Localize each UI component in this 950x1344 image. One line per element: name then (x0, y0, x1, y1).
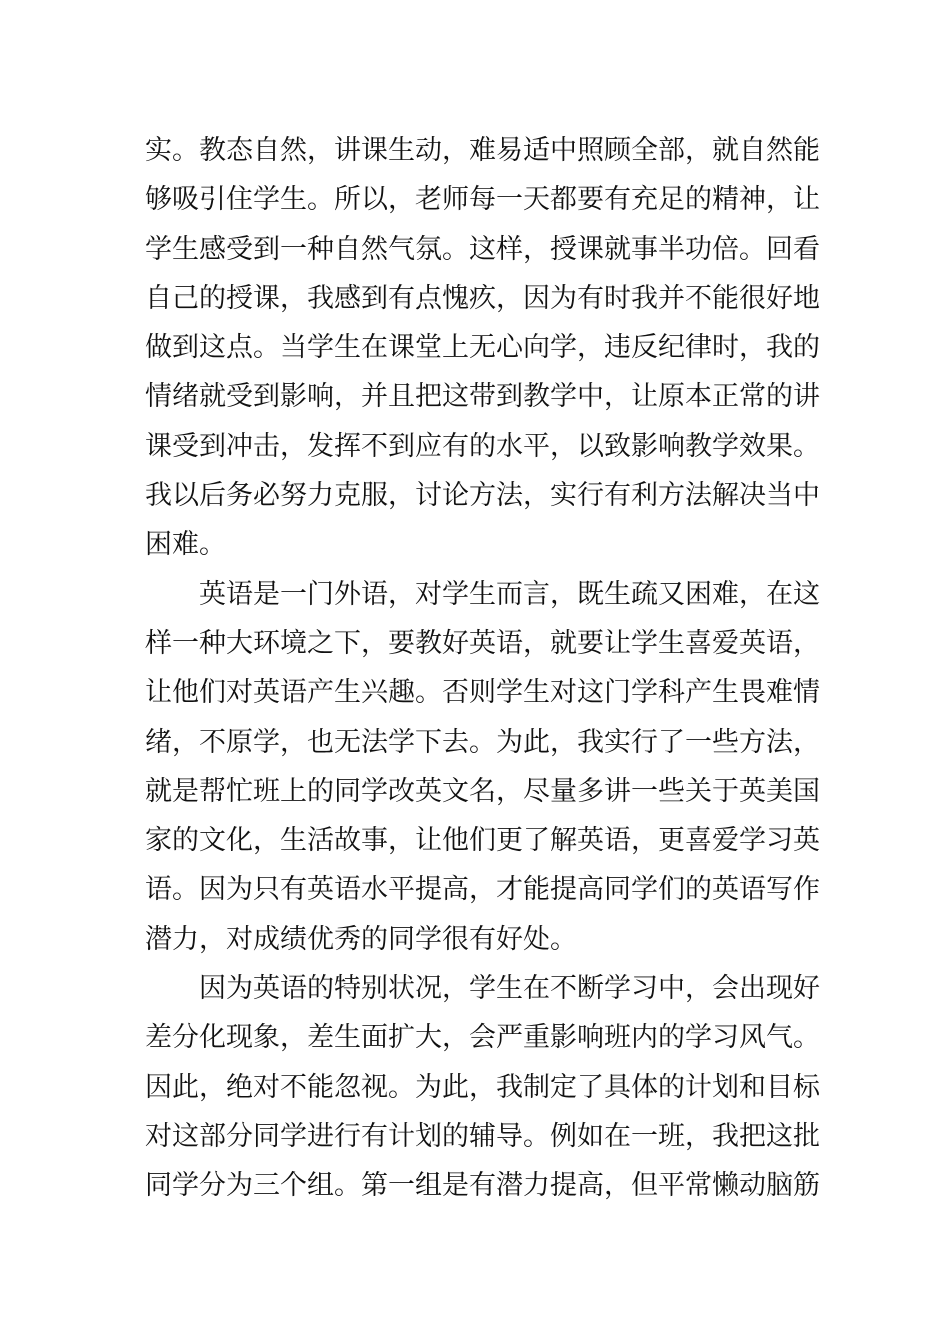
text-line: 自己的授课，我感到有点愧疚，因为有时我并不能很好地 (145, 282, 820, 314)
paragraph-start-line: 因为英语的特别状况，学生在不断学习中，会出现好 (199, 973, 820, 1005)
text-line: 同学分为三个组。第一组是有潜力提高，但平常懒动脑筋 (145, 1170, 820, 1202)
text-line: 对这部分同学进行有计划的辅导。例如在一班，我把这批 (145, 1120, 820, 1152)
text-line: 差分化现象，差生面扩大，会严重影响班内的学习风气。 (145, 1022, 820, 1054)
text-line: 课受到冲击，发挥不到应有的水平，以致影响教学效果。 (145, 430, 820, 462)
text-line: 做到这点。当学生在课堂上无心向学，违反纪律时，我的 (145, 332, 820, 364)
text-line: 样一种大环境之下，要教好英语，就要让学生喜爱英语， (145, 627, 820, 659)
text-line: 学生感受到一种自然气氛。这样，授课就事半功倍。回看 (145, 233, 820, 265)
text-line: 够吸引住学生。所以，老师每一天都要有充足的精神，让 (145, 184, 820, 216)
text-line: 情绪就受到影响，并且把这带到教学中，让原本正常的讲 (145, 381, 820, 413)
text-line: 困难。 (145, 529, 226, 561)
text-line: 潜力，对成绩优秀的同学很有好处。 (145, 923, 577, 955)
text-line: 因此，绝对不能忽视。为此，我制定了具体的计划和目标 (145, 1071, 820, 1103)
text-line: 让他们对英语产生兴趣。否则学生对这门学科产生畏难情 (145, 677, 820, 709)
text-line: 家的文化，生活故事，让他们更了解英语，更喜爱学习英 (145, 825, 820, 857)
body-text (145, 126, 820, 1211)
text-line: 实。教态自然，讲课生动，难易适中照顾全部，就自然能 (145, 135, 820, 166)
text-line: 就是帮忙班上的同学改英文名，尽量多讲一些关于英美国 (145, 775, 820, 807)
text-line: 我以后务必努力克服，讨论方法，实行有利方法解决当中 (145, 480, 820, 512)
text-line: 语。因为只有英语水平提高，才能提高同学们的英语写作 (145, 874, 820, 906)
text-line: 绪，不原学，也无法学下去。为此，我实行了一些方法， (145, 726, 820, 758)
paragraph-start-line: 英语是一门外语，对学生而言，既生疏又困难，在这 (199, 578, 820, 610)
